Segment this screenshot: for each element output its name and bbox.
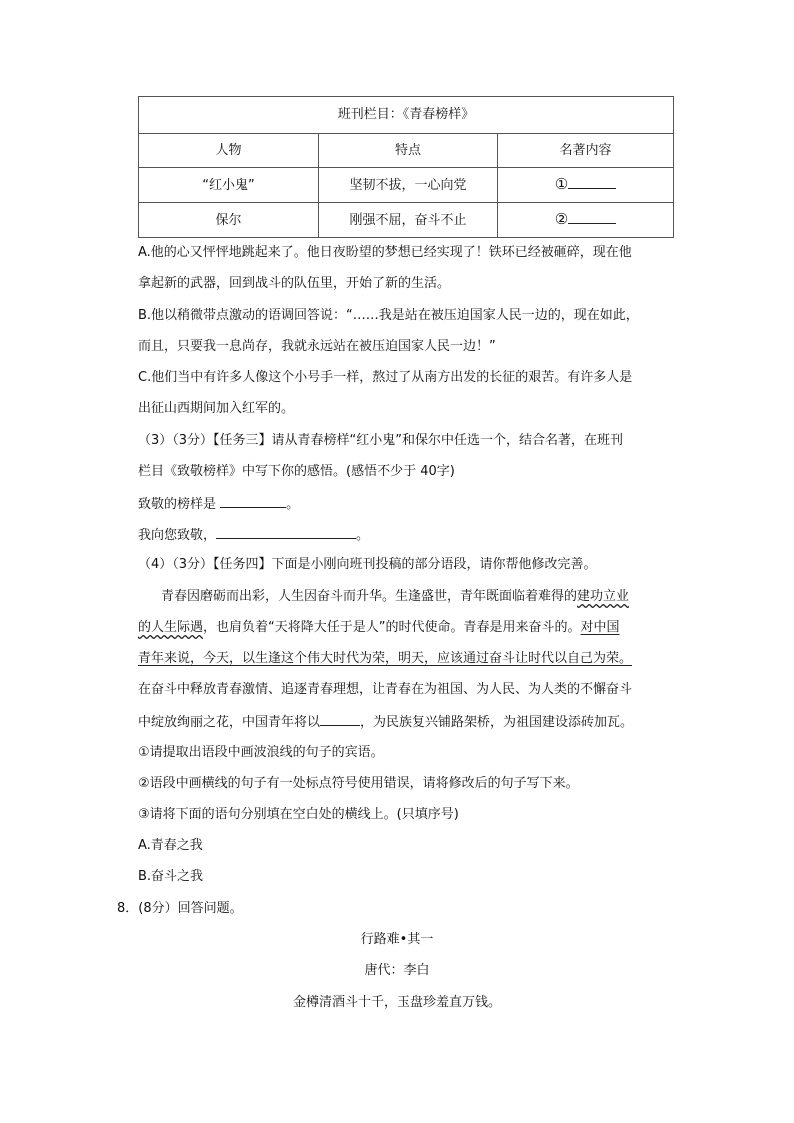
answer-blank[interactable] [216,524,356,539]
fill-option-a: A.青春之我 [138,838,203,853]
table-header-trait: 特点 [319,134,498,168]
q3-prompt-model [138,493,299,513]
table-cell-trait: 刚强不屈，奋斗不止 [319,203,498,238]
q3-prompt-salute [138,524,369,544]
wavy-text: 建功立业 [577,589,630,604]
answer-blank[interactable] [568,174,616,189]
subquestion-2: ②语段中画横线的句子有一处标点符号使用错误，请将修改后的句子写下来。 [138,776,579,791]
option-a-line1: A.他的心又怦怦地跳起来了。他日夜盼望的梦想已经实现了！铁环已经被砸碎，现在他 [138,245,632,260]
passage-line5 [138,711,633,731]
passage-text: ，为民族复兴铺路架桥，为祖国建设添砖加瓦。 [360,715,634,730]
subquestion-3: ③请将下面的语句分别填在空白处的横线上。(只填序号) [138,807,459,822]
poem-verse: 金樽清酒斗十千，玉盘珍羞直万钱。 [292,995,501,1010]
table-header-person: 人物 [139,134,319,168]
blank-marker: ② [554,210,569,228]
q4-line1: （4）（3分）【任务四】下面是小刚向班刊投稿的部分语段，请你帮他修改完善。 [138,557,597,572]
fill-option-b: B.奋斗之我 [138,869,204,884]
table-row [139,168,674,203]
prompt-label: 我向您致敬， [138,528,217,543]
info-table [138,96,674,238]
passage-text: ，也肩负着“天将降大任于是人”的时代使命。青春是用来奋斗的。 [203,620,581,635]
passage-line3 [138,649,632,669]
q3-line1: （3）（3分）【任务三】请从青春榜样“红小鬼”和保尔中任选一个，结合名著，在班刊 [138,433,624,448]
option-b-line1: B.他以稍微带点激动的语调回答说：“……我是站在被压迫国家人民一边的，现在如此， [138,308,639,323]
option-b-line2: 而且，只要我一息尚存，我就永远站在被压迫国家人民一边！” [138,339,496,354]
table-cell-trait: 坚韧不拔，一心向党 [319,168,498,203]
passage-text: 青春因磨砺而出彩，人生因奋斗而升华。生逢盛世，青年既面临着难得的 [161,589,578,604]
passage-line2 [138,618,620,638]
period: 。 [286,497,300,512]
prompt-label: 致敬的榜样是 [138,497,217,512]
answer-blank[interactable] [568,209,616,224]
underlined-text: 对中国 [580,620,620,635]
table-cell-content [498,168,674,203]
passage-line4: 在奋斗中释放青春激情、追逐青春理想，让青春在为祖国、为人民、为人类的不懈奋斗 [138,682,633,697]
table-cell-person: 保尔 [139,203,319,238]
poem-title: 行路难•其一 [360,932,434,947]
table-cell-content [498,203,674,238]
option-a-line2: 拿起新的武器，回到战斗的队伍里，开始了新的生活。 [138,276,451,291]
passage-line1 [161,587,629,607]
answer-blank[interactable] [220,493,286,508]
poem-author: 唐代：李白 [364,963,430,978]
underlined-text: 青年来说，今天，以生逢这个伟大时代为荣，明天，应该通过奋斗让时代以自己为荣。 [138,651,633,666]
table-title: 班刊栏目：《青春榜样》 [139,97,674,134]
table-cell-person: “红小鬼” [139,168,319,203]
wavy-text: 的人生际遇 [138,620,204,635]
table-row [139,203,674,238]
option-c-line1: C.他们当中有许多人像这个小号手一样，熬过了从南方出发的长征的艰苦。有许多人是 [138,370,633,385]
blank-marker: ① [554,175,569,193]
q3-line2: 栏目《致敬榜样》中写下你的感悟。(感悟不少于 40字) [138,464,455,479]
period: 。 [356,528,370,543]
option-c-line2: 出征山西期间加入红军的。 [138,401,295,416]
answer-blank[interactable] [320,711,360,726]
subquestion-1: ①请提取出语段中画波浪线的句子的宾语。 [138,745,384,760]
question-8-heading: 8．(8分）回答问题。 [117,901,243,916]
passage-text: 中绽放绚丽之花，中国青年将以 [138,715,321,730]
table-header-content: 名著内容 [498,134,674,168]
